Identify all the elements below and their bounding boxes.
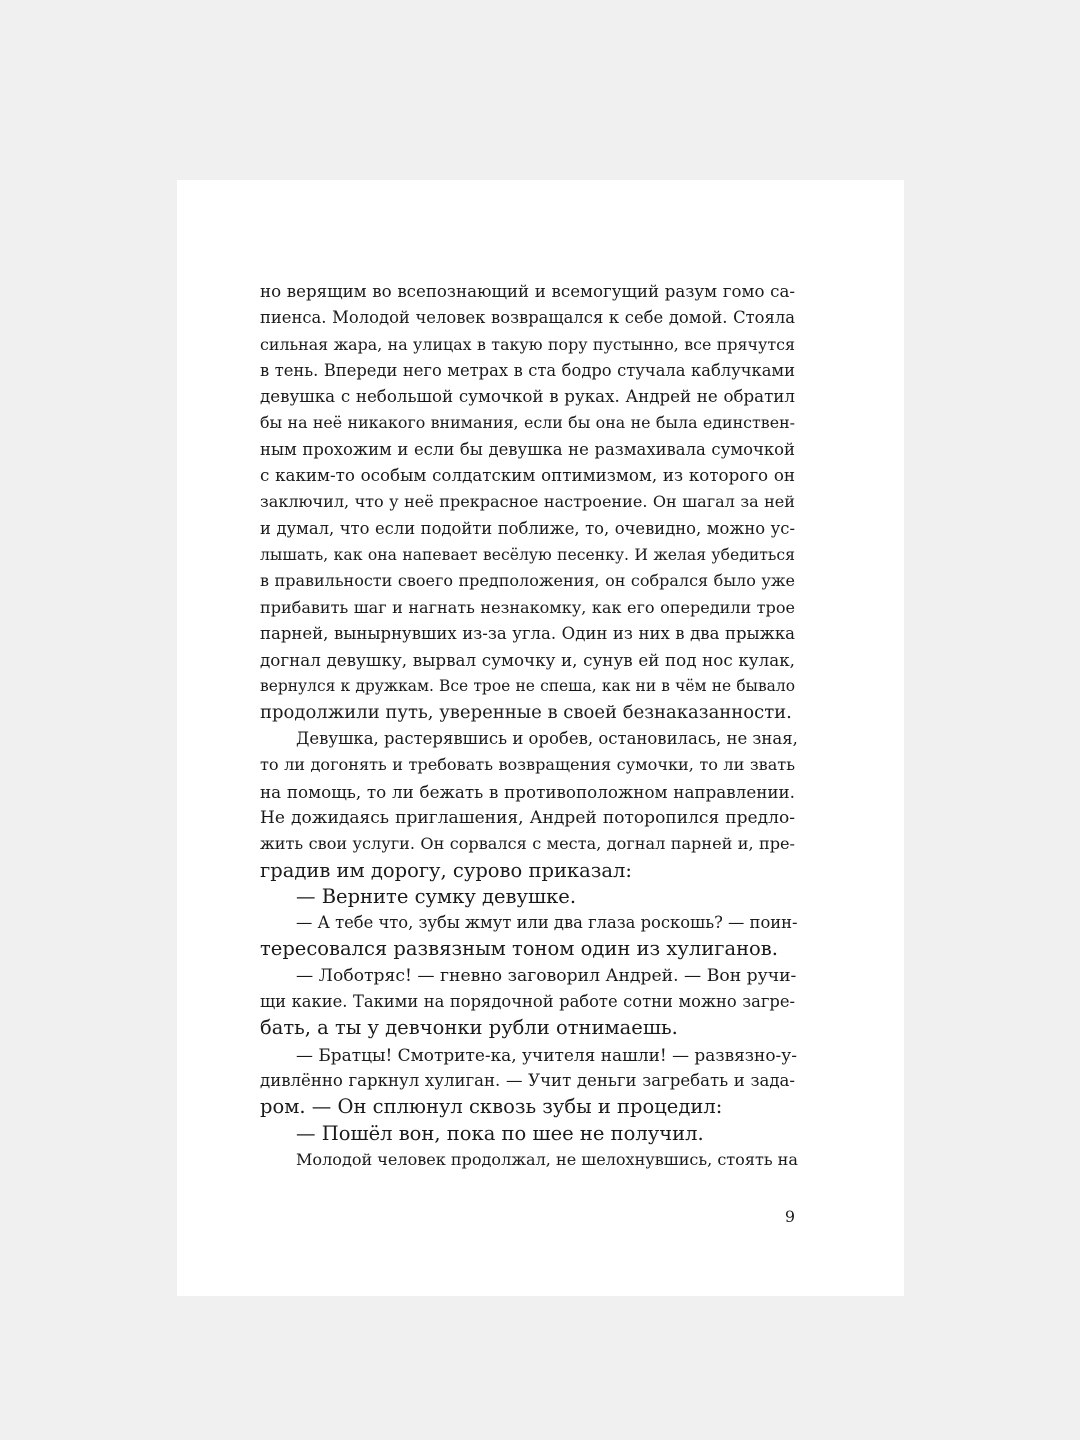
text-line: пиенса. Молодой человек возвращался к себе домой. Стояла <box>260 308 795 328</box>
text-line: то ли догонять и требовать возвращения сумочки, то ли звать <box>260 755 795 775</box>
text-line: Не дожидаясь приглашения, Андрей поторопился предло- <box>260 807 795 828</box>
text-line: продолжили путь, уверенные в своей безнаказанности. <box>260 701 792 723</box>
text-line: заключил, что у неё прекрасное настроение. Он шагал за ней <box>260 492 795 512</box>
book-page <box>177 180 904 1296</box>
text-line: градив им дорогу, сурово приказал: <box>260 858 632 882</box>
text-line: и думал, что если подойти поближе, то, очевидно, можно ус- <box>260 518 795 538</box>
text-line: бать, а ты у девчонки рубли отнимаешь. <box>260 1016 678 1040</box>
text-line: на помощь, то ли бежать в противоположном направлении. <box>260 781 795 802</box>
text-line: — Пошёл вон, пока по шее не получил. <box>296 1121 704 1145</box>
text-line: Молодой человек продолжал, не шелохнувшись, стоять на <box>296 1149 798 1169</box>
text-line: — А тебе что, зубы жмут или два глаза роскошь? — поин- <box>296 913 798 933</box>
text-line: бы на неё никакого внимания, если бы она не была единствен- <box>260 413 795 433</box>
text-line: девушка с небольшой сумочкой в руках. Андрей не обратил <box>260 387 795 407</box>
text-line: ром. — Он сплюнул сквозь зубы и процедил: <box>260 1095 723 1119</box>
text-line: прибавить шаг и нагнать незнакомку, как его опередили трое <box>260 597 795 617</box>
text-line: Девушка, растерявшись и оробев, остановилась, не зная, <box>296 729 798 749</box>
text-line: парней, вынырнувших из-за угла. Один из них в два прыжка <box>260 623 795 643</box>
page-body-text <box>260 279 798 1173</box>
text-line: — Верните сумку девушке. <box>296 884 577 908</box>
text-line: щи какие. Такими на порядочной работе сотни можно загре- <box>260 992 795 1012</box>
text-line: ным прохожим и если бы девушка не размахивала сумочкой <box>260 439 795 459</box>
text-line: сильная жара, на улицах в такую пору пустынно, все прячутся <box>260 334 795 354</box>
text-line: — Братцы! Смотрите-ка, учителя нашли! — развязно-у- <box>296 1044 797 1065</box>
text-line: с каким-то особым солдатским оптимизмом, из которого он <box>260 466 795 486</box>
text-line: жить свои услуги. Он сорвался с места, догнал парней и, пре- <box>260 834 795 854</box>
text-line: но верящим во всепознающий и всемогущий разум гомо са- <box>260 282 795 301</box>
text-line: в тень. Впереди него метрах в ста бодро стучала каблучками <box>260 360 795 380</box>
text-line: тересовался развязным тоном один из хулиганов. <box>260 937 778 961</box>
text-line: вернулся к дружкам. Все трое не спеша, как ни в чём не бывало <box>260 677 795 696</box>
text-line: лышать, как она напевает весёлую песенку. И желая убедиться <box>260 545 795 564</box>
text-line: догнал девушку, вырвал сумочку и, сунув ей под нос кулак, <box>260 650 795 671</box>
text-line: в правильности своего предположения, он собрался было уже <box>260 571 795 591</box>
page-number: 9 <box>784 1207 795 1226</box>
text-line: — Лоботряс! — гневно заговорил Андрей. — Вон ручи- <box>296 965 797 986</box>
text-line: дивлённо гаркнул хулиган. — Учит деньги загребать и зада- <box>260 1070 795 1090</box>
